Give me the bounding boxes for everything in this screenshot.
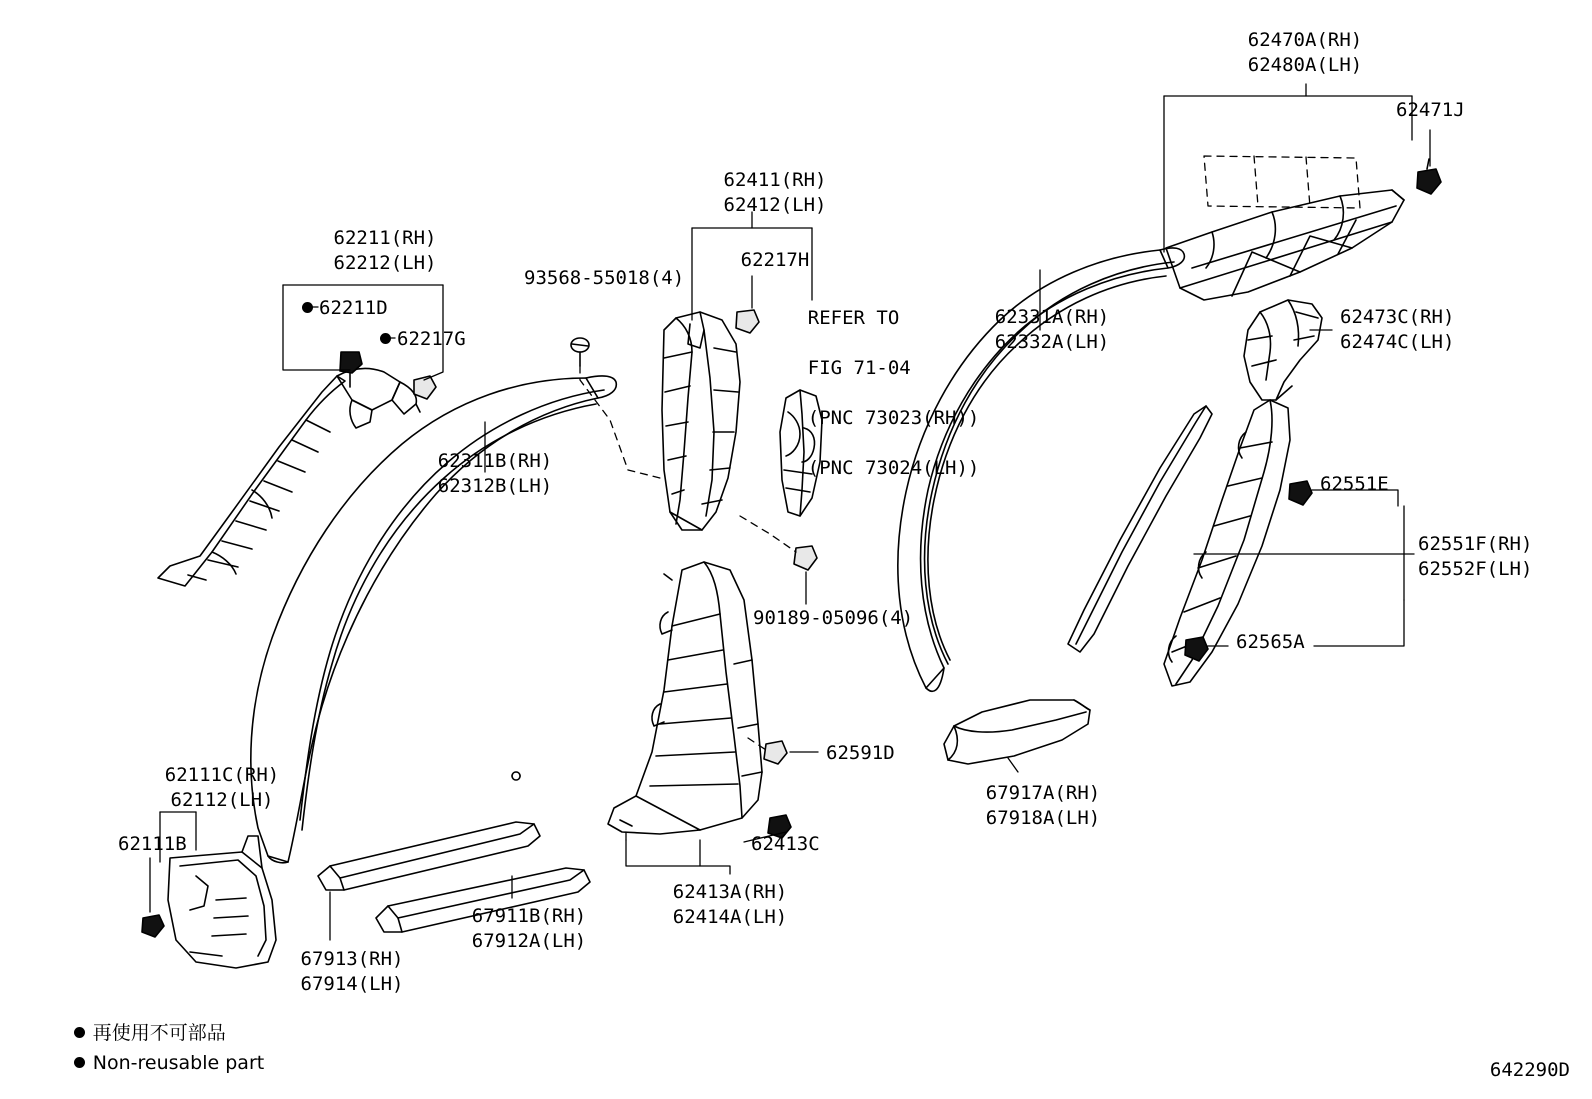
clip-62565A: [1185, 637, 1208, 661]
callout-62211: 62211(RH) 62212(LH): [333, 227, 437, 274]
callout-62413A: 62413A(RH) 62414A(LH): [672, 881, 788, 928]
callout-67913: 67913(RH) 67914(LH): [300, 948, 404, 995]
clip-62217H: [736, 310, 759, 333]
callout-93568-55018: 93568-55018(4): [524, 267, 685, 289]
legend-non-reusable-jp: 再使用不可部品: [28, 994, 226, 1072]
callout-62111C: 62111C(RH) 62112(LH): [164, 764, 280, 811]
non-reusable-dot-icon: [380, 333, 391, 344]
callout-62551F: 62551F(RH) 62552F(LH): [1418, 533, 1533, 580]
clip-62551E: [1289, 481, 1312, 505]
screw-93568: [571, 338, 589, 366]
callout-90189-05096: 90189-05096(4): [753, 607, 914, 629]
note-refer-to-fig: REFER TO FIG 71-04 (PNC 73023(RH)) (PNC 73024(LH)): [807, 307, 980, 479]
diagram-code: 642290D: [1489, 1059, 1570, 1081]
callout-62413C: 62413C: [751, 833, 820, 855]
callout-62591D: 62591D: [826, 742, 895, 764]
callout-62473C: 62473C(RH) 62474C(LH): [1340, 306, 1455, 353]
part-quarter-weatherstrip-strip: [1068, 406, 1212, 652]
leader-62591D: [748, 738, 766, 750]
leader-67917A: [1008, 758, 1018, 772]
callout-62217H: 62217H: [740, 249, 810, 271]
part-c-pillar-garnish: [1244, 300, 1322, 400]
part-front-scuff-plate-67913: [318, 822, 540, 890]
callout-62551E: 62551E: [1320, 473, 1389, 495]
clip-62591D: [764, 741, 787, 764]
leader-62111C-bracket: [150, 812, 196, 912]
clip-62111B-marker: [142, 915, 164, 937]
part-rear-scuff-plate-67917A: [944, 700, 1090, 764]
callout-62211D: 62211D: [302, 296, 388, 321]
leader-90189: [740, 516, 796, 552]
callout-67917A: 67917A(RH) 67918A(LH): [985, 782, 1101, 829]
part-roof-side-garnish-dashed: [1204, 156, 1360, 208]
callout-62217G: 62217G: [380, 327, 466, 352]
callout-62411: 62411(RH) 62412(LH): [723, 169, 827, 216]
leader-62413A-bracket: [626, 832, 730, 874]
callout-62471J: 62471J: [1396, 99, 1465, 121]
clip-62471J: [1417, 159, 1441, 194]
part-front-door-weatherstrip: [251, 376, 616, 863]
callout-62111B: 62111B: [118, 833, 187, 855]
callout-67911B: 67911B(RH) 67912A(LH): [471, 905, 587, 952]
leader-93568: [580, 366, 660, 478]
legend-non-reusable-en: Non-reusable part: [28, 1024, 264, 1099]
callout-62311B: 62311B(RH) 62312B(LH): [437, 450, 553, 497]
clip-90189: [794, 546, 817, 570]
part-b-pillar-lower-trim: [608, 562, 762, 834]
part-b-pillar-upper-trim: [662, 312, 740, 530]
callout-62565A: 62565A: [1236, 631, 1305, 653]
non-reusable-dot-icon: [302, 302, 313, 313]
leader-62551F-bracket: [1194, 506, 1414, 600]
filled-circle-icon: [74, 1057, 85, 1068]
callout-62331A: 62331A(RH) 62332A(LH): [994, 306, 1110, 353]
callout-62470A: 62470A(RH) 62480A(LH): [1247, 29, 1363, 76]
